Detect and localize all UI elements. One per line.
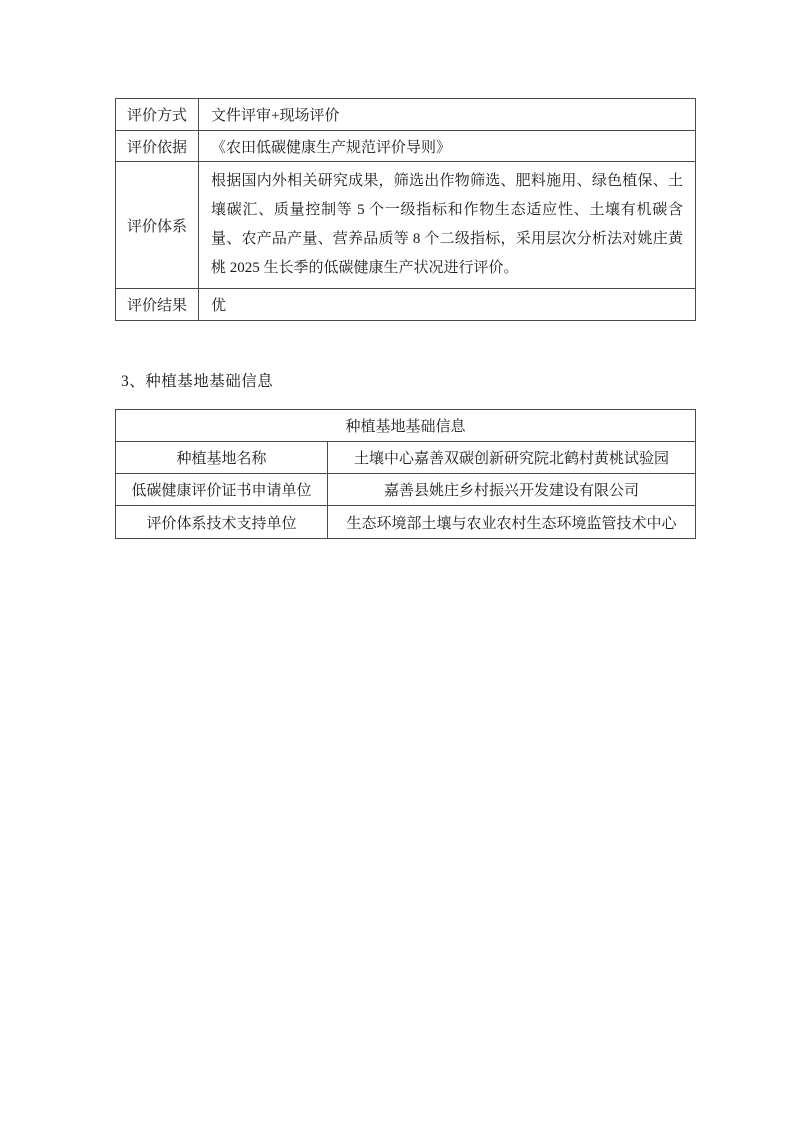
row-value: 生态环境部土壤与农业农村生态环境监管技术中心 — [328, 506, 696, 539]
evaluation-table — [115, 98, 696, 321]
row-value: 优 — [199, 289, 696, 321]
section-heading: 3、种植基地基础信息 — [121, 373, 274, 390]
table-row — [116, 99, 696, 131]
row-label: 评价结果 — [116, 289, 199, 321]
row-label: 种植基地名称 — [116, 442, 328, 474]
table-row — [116, 506, 696, 539]
row-label: 评价依据 — [116, 131, 199, 162]
row-value: 土壤中心嘉善双碳创新研究院北鹤村黄桃试验园 — [328, 442, 696, 474]
table-header-row — [116, 410, 696, 442]
row-label: 评价体系技术支持单位 — [116, 506, 328, 539]
row-label: 低碳健康评价证书申请单位 — [116, 474, 328, 506]
row-label: 评价体系 — [116, 162, 199, 289]
row-value: 文件评审+现场评价 — [199, 99, 696, 131]
table-row — [116, 442, 696, 474]
row-value: 根据国内外相关研究成果，筛选出作物筛选、肥料施用、绿色植保、土壤碳汇、质量控制等 5 个一级指标和作物生态适应性、土壤有机碳含量、农产品产量、营养品质等 8 个二级指标，采用层次分析法对姚庄黄桃 2025 生长季的低碳健康生产状况进行评价。 — [199, 162, 696, 289]
row-label: 评价方式 — [116, 99, 199, 131]
table-row — [116, 289, 696, 321]
table-row — [116, 162, 696, 289]
base-info-table — [115, 409, 696, 539]
row-value: 《农田低碳健康生产规范评价导则》 — [199, 131, 696, 162]
table-title: 种植基地基础信息 — [116, 410, 696, 442]
table-row — [116, 474, 696, 506]
row-value: 嘉善县姚庄乡村振兴开发建设有限公司 — [328, 474, 696, 506]
table-row — [116, 131, 696, 162]
